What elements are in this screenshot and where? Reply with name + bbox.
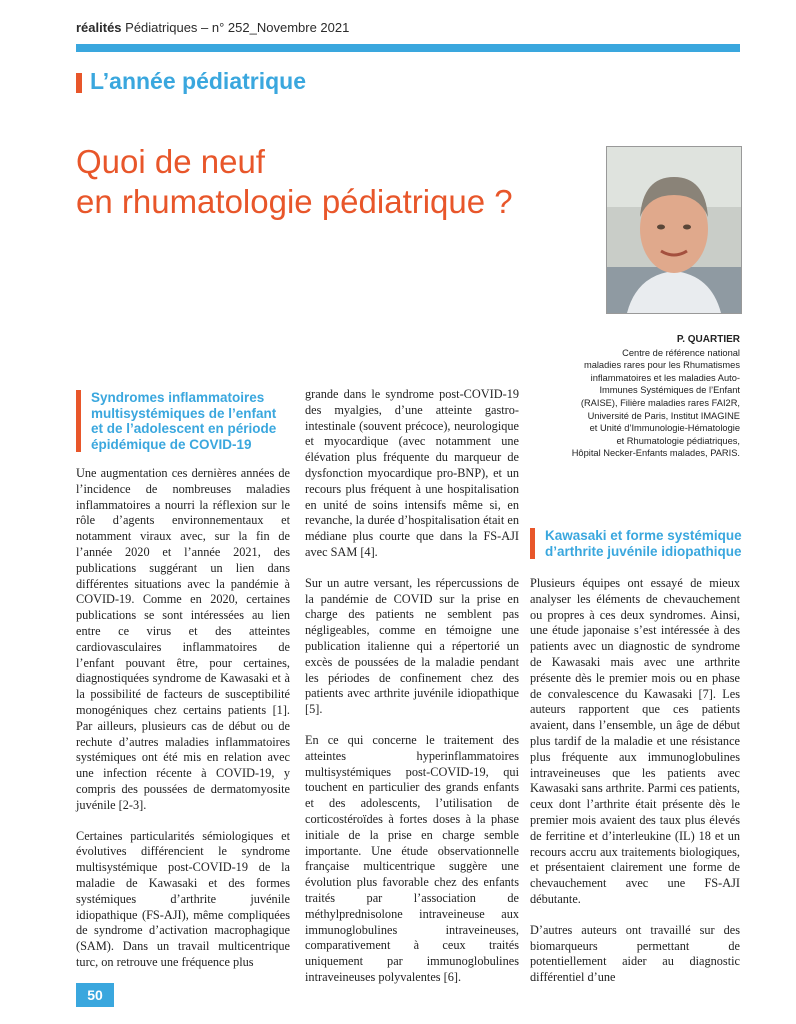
affiliation-line: maladies rares pour les Rhumatismes	[583, 360, 740, 371]
article-title-line-1: Quoi de neuf	[76, 143, 265, 180]
paragraph: En ce qui concerne le traitement des atteintes hyperinflammatoires multisystémiques post-COVID-19, qui touchent en particulier des grands enfants et des adolescents, l’utilisation de corticostéroïdes à fortes doses à la phase initiale de la prise en charge semble importante. Une étude observationnelle française multicentrique suggère une évolution plus favorable chez des enfants traités par l’association de méthylprednisolone intraveineuse aux immunoglobulines intraveineuses, comparativement à ceux traités uniquement par immunoglobulines intraveineuses polyvalentes [6].	[305, 732, 519, 984]
author-portrait-image	[607, 147, 741, 313]
author-name: P. QUARTIER	[676, 334, 740, 345]
affiliation-line: Immunes Systémiques de l’Enfant	[599, 385, 740, 396]
subheading-covid: Syndromes inflammatoires multisystémiques de l’enfant et de l’adolescent en période épidémique de COVID-19	[76, 390, 291, 452]
column-3	[530, 576, 740, 1001]
column-1	[76, 466, 290, 986]
paragraph: Certaines particularités sémiologiques et évolutives différencient le syndrome multisystémique post-COVID-19 de la maladie de Kawasaki et des formes systémiques d’arthrite juvénile idiopathique (FS-AJI), même compliquées de syndrome d’activation macrophagique (SAM). Dans un travail multicentrique turc, on retrouve une fréquence plus	[76, 828, 290, 969]
section-title: L’année pédiatrique	[76, 68, 306, 95]
paragraph: Sur un autre versant, les répercussions de la pandémie de COVID sur la prise en charge des patients ne semblent pas négligeables, comme en témoigne une publication italienne qui a répertorié un excès de poussées de la maladie pendant les périodes de confinement chez des patients avec arthrite juvénile idiopathique [5].	[305, 575, 519, 717]
paragraph: D’autres auteurs ont travaillé sur des biomarqueurs permettant de potentiellement aider au diagnostic différentiel d’une	[530, 922, 740, 985]
paragraph: Une augmentation ces dernières années de l’incidence de nombreuses maladies inflammatoires a nourri la réflexion sur le rôle d’agents environnementaux et notamment viraux avec, sur la fin de l’année 2020 et l’année 2021, des publications suggérant un lien dans différentes situations avec la pandémie à COVID-19. Comme en 2020, certaines publications se sont intéressées au lien entre ce virus et des atteintes cardiovasculaires inflammatoires de l’enfant pouvant être, pour certaines, diagnostiquées syndrome de Kawasaki et à la possibilité de facteurs de susceptibilité monogéniques chez certains patients [1]. Par ailleurs, plusieurs cas de début ou de rechute d’autres maladies inflammatoires systémiques ont été mis en relation avec une infection récente à COVID-19, y compris des poussées de dermatomyosite juvénile [2-3].	[76, 466, 290, 812]
column-2	[305, 387, 519, 1001]
journal-issue: Pédiatriques – n° 252_Novembre 2021	[121, 20, 350, 35]
subheading-kawasaki: Kawasaki et forme systémique d’arthrite juvénile idiopathique	[530, 528, 755, 559]
running-header	[76, 20, 349, 35]
paragraph: grande dans le syndrome post-COVID-19 des myalgies, d’une atteinte gastro-intestinale (souvent précoce), neurologique et myocardique (avec notamment une élévation plus fréquente du marqueur de dysfonction myocardique pro-BNP), et un recours plus fréquent à une hospitalisation en unité de soins intensifs même si, en revanche, la durée d’hospitalisation était en médiane plus courte que dans la FS-AJI avec SAM [4].	[305, 387, 519, 559]
affiliation-line: et Rhumatologie pédiatriques,	[616, 435, 740, 446]
affiliation-line: Centre de référence national	[622, 347, 740, 358]
page-number: 50	[76, 983, 114, 1007]
header-rule	[76, 44, 740, 52]
article-title-line-2: en rhumatologie pédiatrique ?	[76, 183, 513, 220]
affiliation-line: (RAISE), Filière maladies rares FAI2R,	[580, 397, 740, 408]
author-affiliation	[560, 334, 740, 460]
affiliation-line: et Unité d’Immunologie-Hématologie	[589, 423, 740, 434]
affiliation-line: Université de Paris, Institut IMAGINE	[587, 410, 740, 421]
author-photo	[606, 146, 742, 314]
article-title	[76, 142, 513, 222]
journal-brand: réalités	[76, 20, 122, 35]
paragraph: Plusieurs équipes ont essayé de mieux analyser les éléments de chevauchement ou propres à ces deux syndromes. Ainsi, une étude japonaise s’est intéressée à des patients avec un diagnostic de syndrome de Kawasaki mais avec une arthrite présente dès le premier mois ou en phase de convalescence du Kawasaki [7]. Les auteurs rapportent que ces patients avaient, dans l’ensemble, un âge de début plus tardif de la maladie et une résistance plus fréquente aux immunoglobulines intraveineuses que les patients avec Kawasaki sans arthrite. Parmi ces patients, ceux dont l’arthrite était présente dès le premier mois avaient des taux plus élevés de ferritine et d’interleukine (IL) 18 et un recours accru aux traitements biologiques, et présentaient clairement une forme de chevauchement avec une FS-AJI débutante.	[530, 576, 741, 906]
affiliation-line: Hôpital Necker-Enfants malades, PARIS.	[571, 448, 740, 459]
affiliation-line: inflammatoires et les maladies Auto-	[590, 372, 740, 383]
